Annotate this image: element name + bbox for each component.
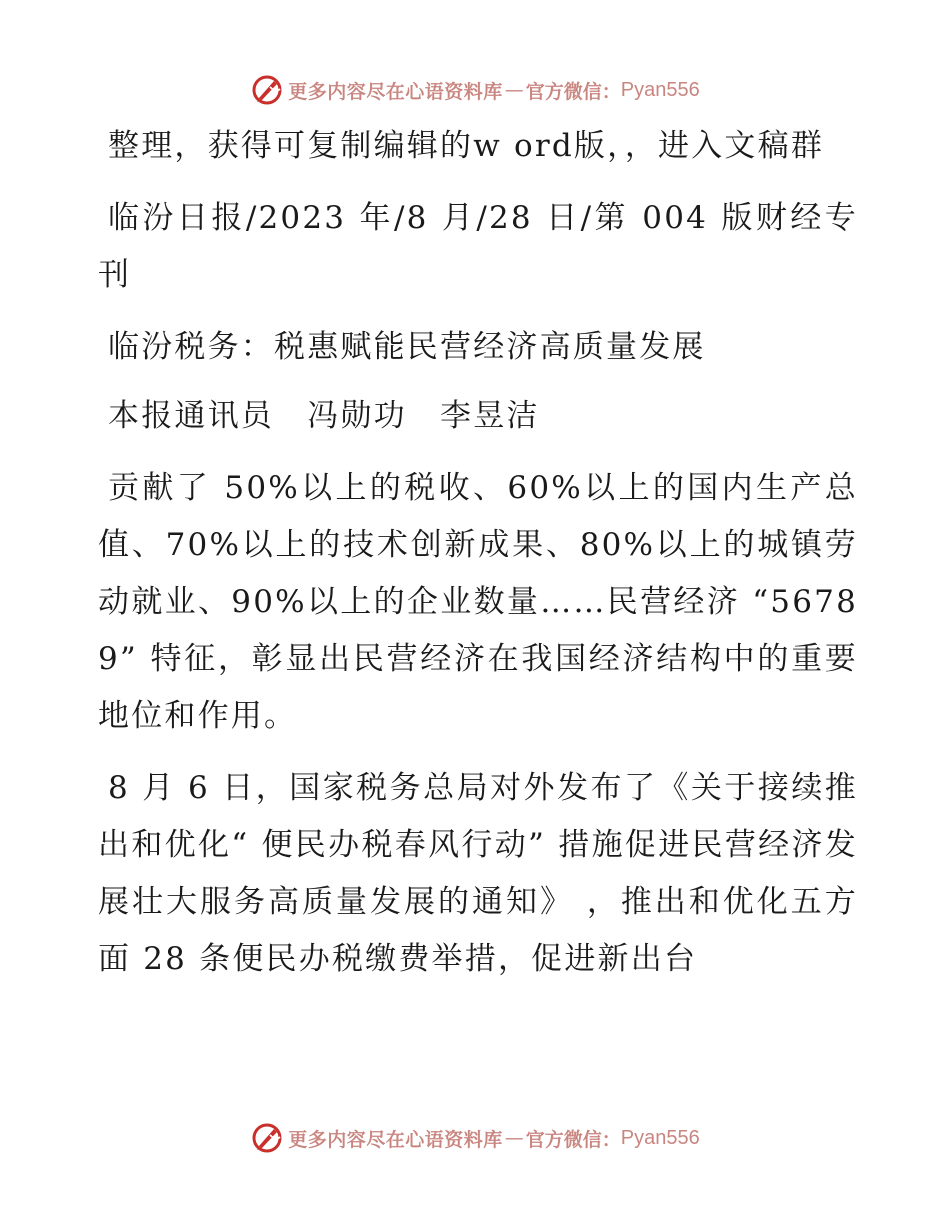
paragraph-source: 临汾日报/2023 年/8 月/28 日/第 004 版财经专刊	[98, 200, 858, 293]
paragraph-body-2: 8 月 6 日，国家税务总局对外发布了《关于接续推出和优化“ 便民办税春风行动” 措施促进民营经济发展壮大服务高质量发展的通知》 ，推出和优化五方面 28 条便民办税缴费举措，促进新出台	[98, 770, 858, 977]
document-body	[98, 118, 858, 1003]
paragraph-body-1: 贡献了 50%以上的税收、60%以上的国内生产总值、70%以上的技术创新成果、80%以上的城镇劳动就业、90%以上的企业数量……民营经济 “56789” 特征，彰显出民营经济在我国经济结构中的重要地位和作用。	[98, 470, 858, 734]
footer-wechat-id: Pyan556	[620, 1126, 700, 1149]
header-brand-text: 更多内容尽在心语资料库	[288, 80, 503, 103]
footer-dash: —	[504, 1127, 524, 1149]
footer-wechat-label: 官方微信：	[525, 1128, 621, 1151]
article-byline: 本报通讯员 冯勋功 李昱洁	[108, 398, 540, 434]
header-wechat-label: 官方微信：	[525, 80, 621, 103]
header-wechat-id: Pyan556	[620, 78, 700, 101]
footer-watermark	[0, 1116, 950, 1160]
article-headline: 临汾税务：税惠赋能民营经济高质量发展	[108, 329, 706, 365]
paragraph-intro: 整理，获得可复制编辑的w ord版，，进入文稿群	[108, 128, 825, 164]
header-watermark	[0, 68, 950, 112]
pen-circle-logo-icon	[250, 73, 284, 107]
pen-circle-logo-icon	[250, 1121, 284, 1155]
header-dash: —	[504, 79, 524, 101]
footer-brand-text: 更多内容尽在心语资料库	[288, 1128, 503, 1151]
